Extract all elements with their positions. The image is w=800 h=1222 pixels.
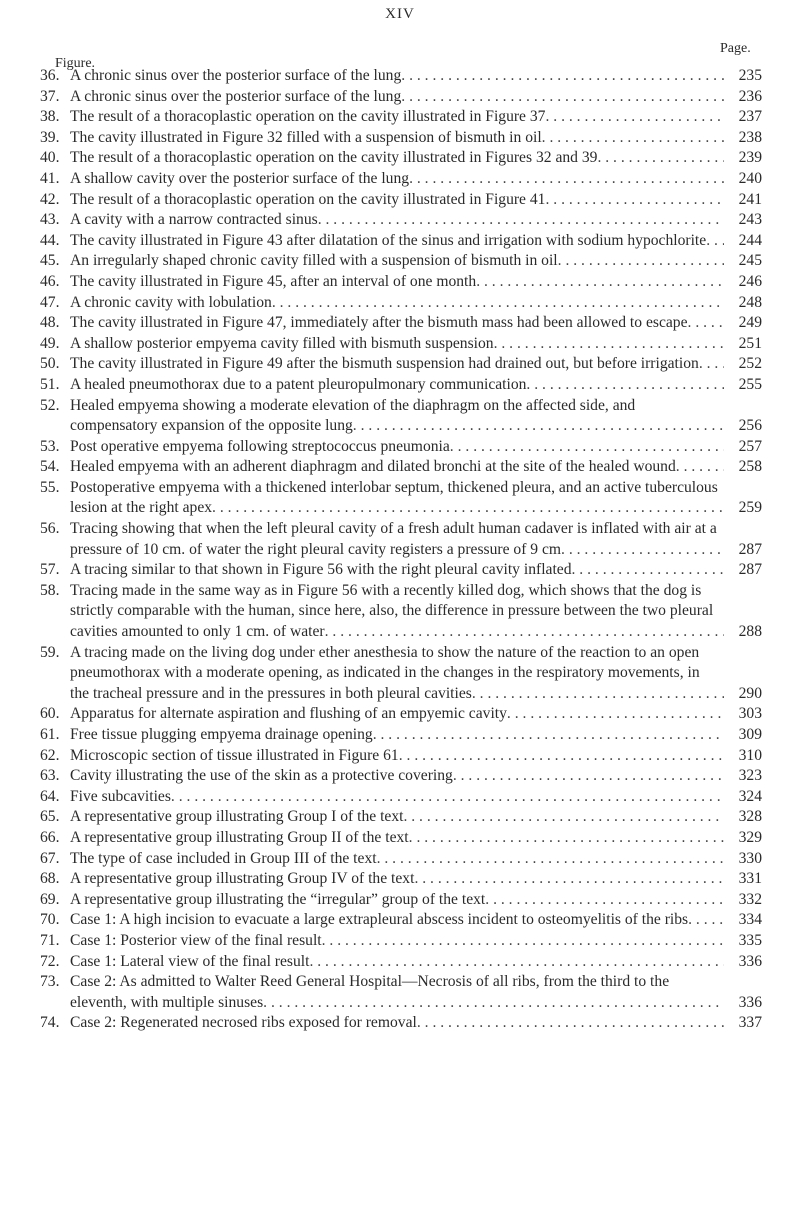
page-number-ref: 328 <box>724 807 762 828</box>
list-item <box>40 643 762 705</box>
page-number-ref: 255 <box>724 375 762 396</box>
page-number-ref: 332 <box>724 890 762 911</box>
figure-number: 58. <box>40 581 60 599</box>
figure-caption: The cavity illustrated in Figure 47, immediately after the bismuth mass had been allowed to escape . . . <box>70 313 724 334</box>
list-item <box>40 869 762 890</box>
figure-caption: Postoperative empyema with a thickened interlobar septum, thickened pleura, and an active tuberculous lesion at the right apex . . . <box>70 478 724 519</box>
page-number-ref: 336 <box>724 993 762 1014</box>
figure-caption: The result of a thoracoplastic operation on the cavity illustrated in Figures 32 and 39 . . . <box>70 148 724 169</box>
figure-caption: An irregularly shaped chronic cavity filled with a suspension of bismuth in oil . . . <box>70 251 724 272</box>
list-item <box>40 704 762 725</box>
figure-caption: A healed pneumothorax due to a patent pleuropulmonary communication . . . <box>70 375 724 396</box>
list-item <box>40 107 762 128</box>
list-item <box>40 190 762 211</box>
figure-caption: Healed empyema showing a moderate elevation of the diaphragm on the affected side, and compensatory expansion of the opposite lung . . . <box>70 396 724 437</box>
page-number-ref: 240 <box>724 169 762 190</box>
list-item <box>40 890 762 911</box>
figure-number: 64. <box>40 787 60 805</box>
list-item <box>40 581 762 643</box>
figure-number: 68. <box>40 870 60 888</box>
list-item <box>40 560 762 581</box>
figure-column-header: Figure. <box>55 56 96 71</box>
figure-number: 47. <box>40 293 60 311</box>
figure-number: 43. <box>40 211 60 229</box>
list-item <box>40 231 762 252</box>
figure-number: 69. <box>40 890 60 908</box>
page-number-ref: 310 <box>724 746 762 767</box>
figure-caption: Microscopic section of tissue illustrated in Figure 61 . . . <box>70 746 724 767</box>
figure-number: 48. <box>40 314 60 332</box>
figure-number: 60. <box>40 705 60 723</box>
list-item <box>40 148 762 169</box>
figure-number: 45. <box>40 252 60 270</box>
figure-caption: Healed empyema with an adherent diaphragm and dilated bronchi at the site of the healed wound . . . <box>70 457 724 478</box>
figure-number: 67. <box>40 849 60 867</box>
page-number-ref: 252 <box>724 354 762 375</box>
page-number-ref: 323 <box>724 766 762 787</box>
page-number: XIV <box>385 6 415 22</box>
figure-number: 62. <box>40 746 60 764</box>
figure-number: 40. <box>40 149 60 167</box>
figure-caption: Case 1: A high incision to evacuate a large extrapleural abscess incident to osteomyelitis of the ribs . . . <box>70 910 724 931</box>
figure-number: 53. <box>40 437 60 455</box>
page-number-ref: 336 <box>724 952 762 973</box>
page-number-ref: 239 <box>724 148 762 169</box>
figure-caption: The result of a thoracoplastic operation on the cavity illustrated in Figure 41 . . . <box>70 190 724 211</box>
list-item <box>40 807 762 828</box>
page-number-ref: 251 <box>724 334 762 355</box>
figure-caption: The cavity illustrated in Figure 45, after an interval of one month . . . <box>70 272 724 293</box>
page-number-ref: 243 <box>724 210 762 231</box>
figure-number: 73. <box>40 973 60 991</box>
list-item <box>40 849 762 870</box>
page-number-ref: 258 <box>724 457 762 478</box>
list-item <box>40 375 762 396</box>
figure-number: 61. <box>40 726 60 743</box>
page-number-ref: 236 <box>724 87 762 108</box>
list-item <box>40 746 762 767</box>
page-number-ref: 309 <box>724 725 762 746</box>
list-item <box>40 313 762 334</box>
page-number-ref: 249 <box>724 313 762 334</box>
page-number-ref: 246 <box>724 272 762 293</box>
figure-caption: A chronic cavity with lobulation . . . <box>70 293 724 314</box>
figure-number: 57. <box>40 561 60 579</box>
figure-number: 54. <box>40 458 60 476</box>
list-item <box>40 210 762 231</box>
figure-caption: Tracing showing that when the left pleural cavity of a fresh adult human cadaver is inflated with air at a pressure of 10 cm. of water the right pleural cavity registers a pressure of 9 cm . . . <box>70 519 724 560</box>
list-item <box>40 272 762 293</box>
page-number-ref: 241 <box>724 190 762 211</box>
figure-number: 70. <box>40 911 60 929</box>
list-item <box>40 931 762 952</box>
page-number-ref: 237 <box>724 107 762 128</box>
page-column-header: Page. <box>720 41 751 56</box>
list-item <box>40 766 762 787</box>
page-number-ref: 337 <box>724 1013 762 1034</box>
figure-number: 52. <box>40 396 60 414</box>
figure-number: 49. <box>40 334 60 352</box>
figure-caption: Case 2: Regenerated necrosed ribs exposed for removal . . . <box>70 1013 724 1034</box>
list-item <box>40 972 762 1013</box>
figure-number: 74. <box>40 1014 60 1032</box>
page-number-ref: 245 <box>724 251 762 272</box>
figure-caption: Post operative empyema following streptococcus pneumonia . . . <box>70 437 724 458</box>
list-item <box>40 1013 762 1034</box>
list-item <box>40 437 762 458</box>
figure-number: 55. <box>40 478 60 496</box>
figure-caption: Case 1: Posterior view of the final result . . . <box>70 931 724 952</box>
figure-caption: A chronic sinus over the posterior surface of the lung . . . <box>70 66 724 87</box>
figure-caption: The cavity illustrated in Figure 49 after the bismuth suspension had drained out, but before irrigation . . . <box>70 354 724 375</box>
list-item <box>40 354 762 375</box>
figure-caption: Free tissue plugging empyema drainage opening . . . <box>70 725 724 746</box>
figure-caption: The result of a thoracoplastic operation on the cavity illustrated in Figure 37 . . . <box>70 107 724 128</box>
list-item <box>40 128 762 149</box>
figure-caption: A representative group illustrating the “irregular” group of the text . . . <box>70 890 724 911</box>
figure-number: 66. <box>40 828 60 846</box>
page-number-ref: 334 <box>724 910 762 931</box>
list-item <box>40 828 762 849</box>
figure-number: 41. <box>40 169 60 187</box>
figure-number: 72. <box>40 952 60 970</box>
list-item <box>40 787 762 808</box>
figure-number: 44. <box>40 231 60 249</box>
figure-caption: A tracing made on the living dog under ether anesthesia to show the nature of the reaction to an open pneumothorax with a moderate opening, as indicated in the changes in the respiratory movements, in the tracheal pressure and in the pressures in both pleural cavities . . . <box>70 643 724 705</box>
page-number-ref: 330 <box>724 849 762 870</box>
page-number-ref: 287 <box>724 540 762 561</box>
figure-caption: A shallow posterior empyema cavity filled with bismuth suspension . . . <box>70 334 724 355</box>
list-item <box>40 457 762 478</box>
figure-caption: A representative group illustrating Group I of the text . . . <box>70 807 724 828</box>
figure-caption: Case 2: As admitted to Walter Reed General Hospital—Necrosis of all ribs, from the third to the eleventh, with multiple sinuses . . . <box>70 972 724 1013</box>
page-number-ref: 329 <box>724 828 762 849</box>
figure-number: 56. <box>40 520 60 538</box>
page-number-ref: 235 <box>724 66 762 87</box>
list-item <box>40 519 762 560</box>
page-number-ref: 335 <box>724 931 762 952</box>
page-number-ref: 244 <box>724 231 762 252</box>
figure-caption: Five subcavities . . . <box>70 787 724 808</box>
figure-number: 65. <box>40 808 60 826</box>
figure-number: 50. <box>40 355 60 373</box>
figure-number: 39. <box>40 128 60 146</box>
figure-caption: A chronic sinus over the posterior surface of the lung . . . <box>70 87 724 108</box>
figure-list <box>40 66 762 1034</box>
figure-number: 37. <box>40 87 60 105</box>
figure-caption: Tracing made in the same way as in Figure 56 with a recently killed dog, which shows that the dog is strictly comparable with the human, since here, also, the difference in pressure between the two pleural cavities amounted to only 1 cm. of water . . . <box>70 581 724 643</box>
list-item <box>40 334 762 355</box>
list-item <box>40 87 762 108</box>
figure-number: 36. <box>40 67 60 84</box>
list-item <box>40 725 762 746</box>
page-number-ref: 259 <box>724 498 762 519</box>
figure-number: 51. <box>40 375 60 393</box>
figure-caption: A shallow cavity over the posterior surface of the lung . . . <box>70 169 724 190</box>
list-item <box>40 396 762 437</box>
figure-number: 63. <box>40 767 60 785</box>
figure-caption: The cavity illustrated in Figure 43 after dilatation of the sinus and irrigation with sodium hypochlorite . . . <box>70 231 724 252</box>
page-number-ref: 331 <box>724 869 762 890</box>
figure-caption: A tracing similar to that shown in Figure 56 with the right pleural cavity inflated . . . <box>70 560 724 581</box>
figure-caption: The type of case included in Group III of the text . . . <box>70 849 724 870</box>
figure-number: 59. <box>40 643 60 661</box>
list-item <box>40 169 762 190</box>
page-number-ref: 256 <box>724 416 762 437</box>
page-number-ref: 287 <box>724 560 762 581</box>
list-item <box>40 910 762 931</box>
figure-caption: Case 1: Lateral view of the final result . . . <box>70 952 724 973</box>
list-item <box>40 478 762 519</box>
figure-caption: A cavity with a narrow contracted sinus . . . <box>70 210 724 231</box>
figure-number: 38. <box>40 108 60 126</box>
page-number-ref: 290 <box>724 684 762 705</box>
page-number-ref: 257 <box>724 437 762 458</box>
page-number-ref: 248 <box>724 293 762 314</box>
figure-caption: The cavity illustrated in Figure 32 filled with a suspension of bismuth in oil . . . <box>70 128 724 149</box>
page-number-ref: 303 <box>724 704 762 725</box>
figure-number: 42. <box>40 190 60 208</box>
list-item <box>40 952 762 973</box>
figure-caption: A representative group illustrating Group II of the text . . . <box>70 828 724 849</box>
list-item <box>40 66 762 87</box>
figure-caption: Apparatus for alternate aspiration and flushing of an empyemic cavity . . . <box>70 704 724 725</box>
list-item <box>40 251 762 272</box>
figure-number: 71. <box>40 931 60 949</box>
page-number-ref: 288 <box>724 622 762 643</box>
figure-number: 46. <box>40 272 60 290</box>
list-item <box>40 293 762 314</box>
figure-caption: Cavity illustrating the use of the skin as a protective covering . . . <box>70 766 724 787</box>
page-number-ref: 324 <box>724 787 762 808</box>
figure-caption: A representative group illustrating Group IV of the text . . . <box>70 869 724 890</box>
page-number-ref: 238 <box>724 128 762 149</box>
